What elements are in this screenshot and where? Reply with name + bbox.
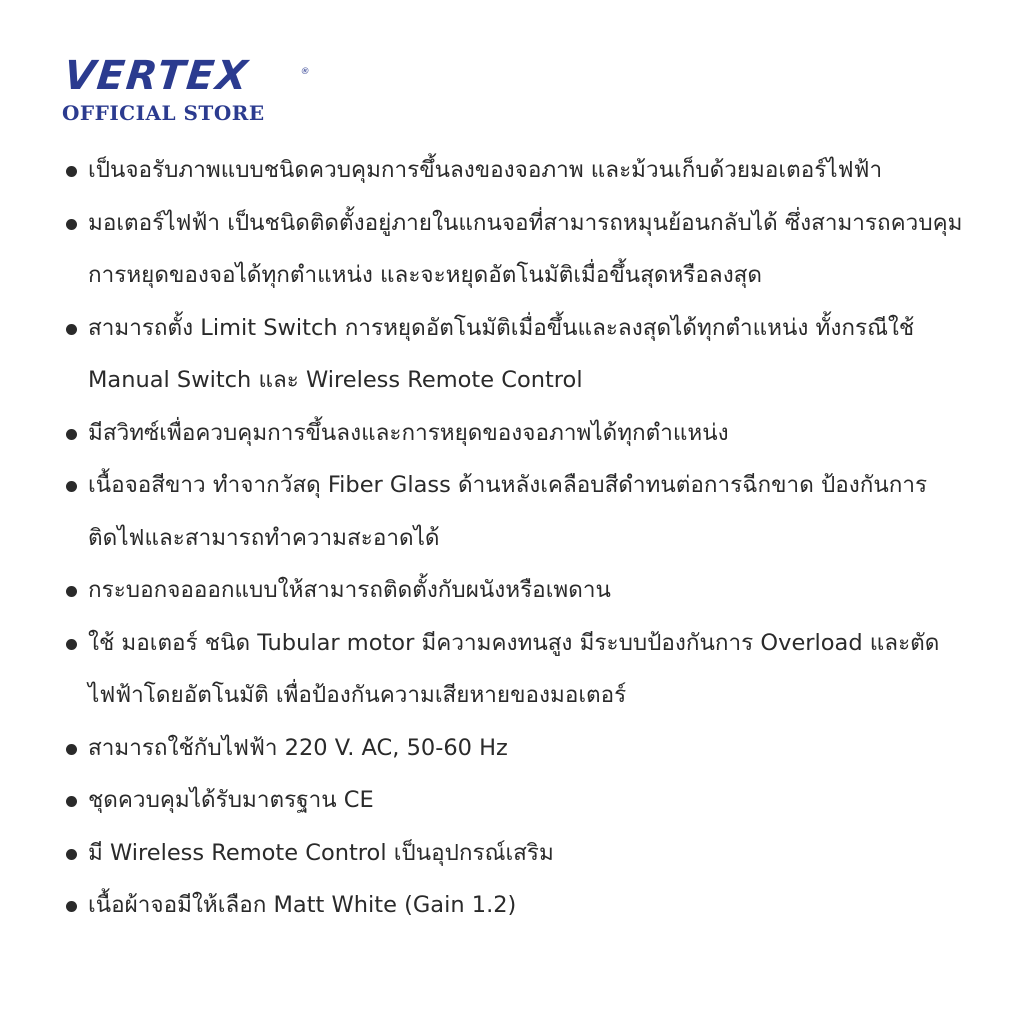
bullet-icon [66, 324, 77, 335]
bullet-icon [66, 586, 77, 597]
bullet-icon [66, 796, 77, 807]
feature-text: เนื้อจอสีขาว ทำจากวัสดุ Fiber Glass ด้านหลังเคลือบสีดำทนต่อการฉีกขาด ป้องกันการติดไฟและสามารถทำความสะอาดได้ [88, 472, 928, 551]
logo-subtitle: OFFICIAL STORE [62, 101, 265, 125]
feature-item [60, 774, 970, 827]
feature-item [60, 197, 970, 302]
feature-text: มีสวิทซ์เพื่อควบคุมการขึ้นลงและการหยุดของจอภาพได้ทุกตำแหน่ง [88, 419, 729, 446]
bullet-icon [66, 639, 77, 650]
bullet-icon [66, 429, 77, 440]
logo-brand-text: VERTEX ® [61, 53, 313, 99]
feature-item [60, 144, 970, 197]
brand-logo [61, 53, 313, 125]
bullet-icon [66, 481, 77, 492]
feature-item [60, 459, 970, 564]
bullet-icon [66, 901, 77, 912]
bullet-icon [66, 219, 77, 230]
feature-text: เนื้อผ้าจอมีให้เลือก Matt White (Gain 1.2) [88, 892, 517, 918]
bullet-icon [66, 849, 77, 860]
feature-item [60, 564, 970, 617]
feature-text: สามารถตั้ง Limit Switch การหยุดอัตโนมัติเมื่อขึ้นและลงสุดได้ทุกตำแหน่ง ทั้งกรณีใช้ Manual Switch และ Wireless Remote Control [88, 314, 915, 393]
feature-item [60, 302, 970, 407]
feature-text: มอเตอร์ไฟฟ้า เป็นชนิดติดตั้งอยู่ภายในแกนจอที่สามารถหมุนย้อนกลับได้ ซึ่งสามารถควบคุมการหยุดของจอได้ทุกตำแหน่ง และจะหยุดอัตโนมัติเมื่อขึ้นสุดหรือลงสุด [88, 209, 963, 288]
feature-text: ชุดควบคุมได้รับมาตรฐาน CE [88, 787, 374, 813]
feature-text: กระบอกจอออกแบบให้สามารถติดตั้งกับผนังหรือเพดาน [88, 577, 611, 603]
bullet-icon [66, 166, 77, 177]
feature-item [60, 722, 970, 775]
feature-item [60, 407, 970, 460]
feature-text: มี Wireless Remote Control เป็นอุปกรณ์เสริม [88, 839, 554, 866]
feature-item [60, 617, 970, 722]
feature-text: สามารถใช้กับไฟฟ้า 220 V. AC, 50-60 Hz [88, 734, 508, 761]
registered-mark: ® [299, 67, 313, 77]
feature-text: เป็นจอรับภาพแบบชนิดควบคุมการขึ้นลงของจอภาพ และม้วนเก็บด้วยมอเตอร์ไฟฟ้า [88, 157, 883, 183]
feature-item [60, 879, 970, 932]
feature-text: ใช้ มอเตอร์ ชนิด Tubular motor มีความคงทนสูง มีระบบป้องกันการ Overload และตัดไฟฟ้าโดยอัตโนมัติ เพื่อป้องกันความเสียหายของมอเตอร์ [88, 629, 940, 708]
feature-item [60, 827, 970, 880]
feature-list [60, 144, 970, 932]
bullet-icon [66, 744, 77, 755]
